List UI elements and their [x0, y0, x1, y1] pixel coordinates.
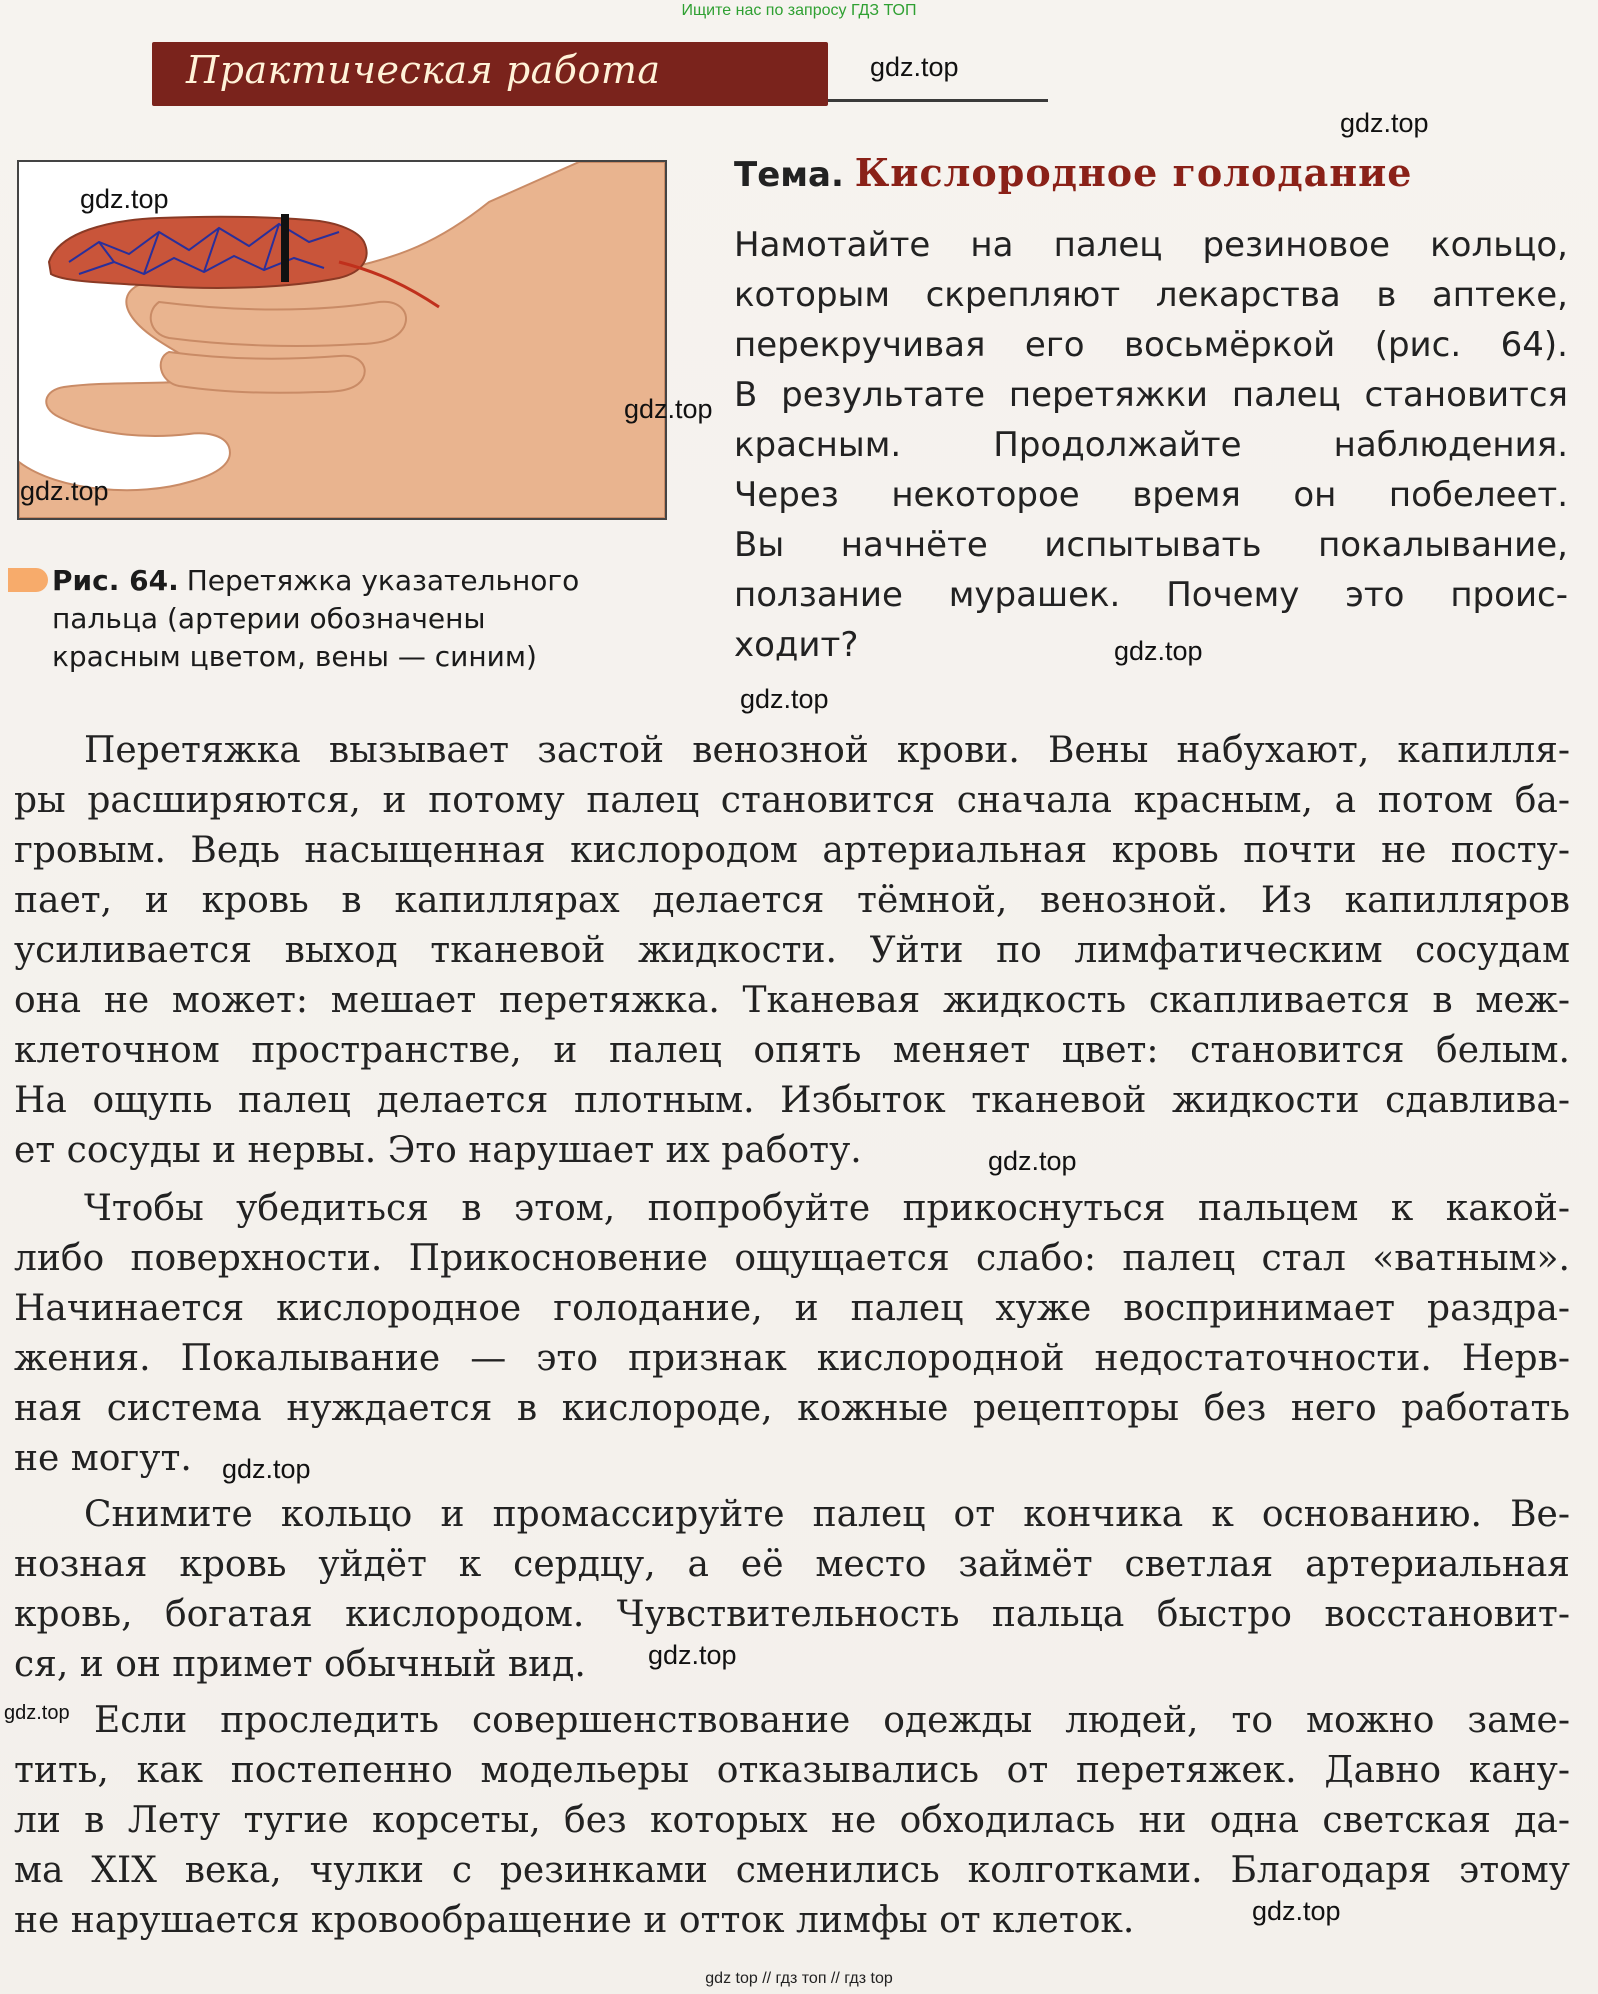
body-line: нозная кровь уйдёт к сердцу, а её место займёт светлая артериальная [14, 1544, 1570, 1585]
body-line: ет сосуды и нервы. Это нарушает их работу. [14, 1130, 862, 1171]
task-line: которым скрепляют лекарства в аптеке, [734, 275, 1568, 315]
header-divider [828, 99, 1048, 102]
body-line: ся, и он примет обычный вид. [14, 1644, 586, 1685]
body-line: ры расширяются, и потому палец становится сначала красным, а потом ба- [14, 780, 1570, 821]
body-line: ма XIX века, чулки с резинками сменились колготками. Благодаря этому [14, 1850, 1570, 1891]
task-line: красным. Продолжайте наблюдения. [734, 425, 1568, 465]
watermark: gdz.top [870, 52, 959, 82]
watermark: gdz.top [740, 684, 829, 714]
watermark: gdz.top [80, 184, 169, 214]
body-line: не нарушается кровообращение и отток лимфы от клеток. [14, 1900, 1135, 1941]
task-line: Намотайте на палец резиновое кольцо, [734, 225, 1568, 265]
figure-number: Рис. 64. [52, 564, 179, 597]
watermark: gdz.top [648, 1640, 737, 1670]
body-line: Перетяжка вызывает застой венозной крови. Вены набухают, капилля- [84, 730, 1570, 771]
body-line: Чтобы убедиться в этом, попробуйте прикоснуться пальцем к какой- [84, 1188, 1570, 1229]
section-title: Практическая работа [186, 48, 661, 92]
body-line: гровым. Ведь насыщенная кислородом артериальная кровь почти не посту- [14, 830, 1570, 871]
watermark: gdz.top [1340, 108, 1429, 138]
caption-line: красным цветом, вены — синим) [52, 640, 537, 673]
task-line: ползание мурашек. Почему это проис- [734, 575, 1568, 615]
task-line: перекручивая его восьмёркой (рис. 64). [734, 325, 1568, 365]
caption-marker [8, 568, 48, 592]
body-line: На ощупь палец делается плотным. Избыток тканевой жидкости сдавлива- [14, 1080, 1570, 1121]
body-line: Если проследить совершенствование одежды людей, то можно заме- [94, 1700, 1570, 1741]
body-line: не могут. [14, 1438, 192, 1479]
watermark: gdz.top [1252, 1896, 1341, 1926]
task-line: Через некоторое время он побелеет. [734, 475, 1568, 515]
finger-illustration [19, 162, 665, 518]
theme-label: Тема. [734, 155, 844, 195]
watermark: gdz.top [20, 476, 109, 506]
task-theme [734, 150, 1412, 195]
top-banner[interactable]: Ищите нас по запросу ГДЗ ТОП [681, 2, 917, 19]
footer-links[interactable]: gdz top // гдз топ // гдз top [705, 1970, 893, 1987]
theme-name: Кислородное голодание [854, 150, 1413, 195]
caption-line: Перетяжка указательного [186, 564, 580, 597]
caption-line: пальца (артерии обозначены [52, 602, 486, 635]
task-line: В результате перетяжки палец становится [734, 375, 1568, 415]
body-line: Снимите кольцо и промассируйте палец от кончика к основанию. Ве- [84, 1494, 1570, 1535]
body-line: ная система нуждается в кислороде, кожные рецепторы без него работать [14, 1388, 1570, 1429]
body-line: клеточном пространстве, и палец опять меняет цвет: становится белым. [14, 1030, 1570, 1071]
task-line: ходит? [734, 625, 859, 665]
body-line: Начинается кислородное голодание, и палец хуже воспринимает раздра- [14, 1288, 1570, 1329]
body-line: усиливается выход тканевой жидкости. Уйти по лимфатическим сосудам [14, 930, 1570, 971]
figure-caption [52, 562, 652, 676]
body-line: пает, и кровь в капиллярах делается тёмной, венозной. Из капилляров [14, 880, 1570, 921]
watermark: gdz.top [222, 1454, 311, 1484]
watermark: gdz.top [988, 1146, 1077, 1176]
watermark: gdz.top [624, 394, 713, 424]
task-line: Вы начнёте испытывать покалывание, [734, 525, 1568, 565]
body-line: тить, как постепенно модельеры отказывались от перетяжек. Давно кану- [14, 1750, 1570, 1791]
body-line: она не может: мешает перетяжка. Тканевая жидкость скапливается в меж- [14, 980, 1570, 1021]
watermark: gdz.top [1114, 636, 1203, 666]
watermark: gdz.top [4, 1702, 70, 1724]
body-line: ли в Лету тугие корсеты, без которых не обходилась ни одна светская да- [14, 1800, 1570, 1841]
body-line: кровь, богатая кислородом. Чувствительность пальца быстро восстановит- [14, 1594, 1570, 1635]
body-line: либо поверхности. Прикосновение ощущается слабо: палец стал «ватным». [14, 1238, 1570, 1279]
body-line: жения. Покалывание — это признак кислородной недостаточности. Нерв- [14, 1338, 1570, 1379]
